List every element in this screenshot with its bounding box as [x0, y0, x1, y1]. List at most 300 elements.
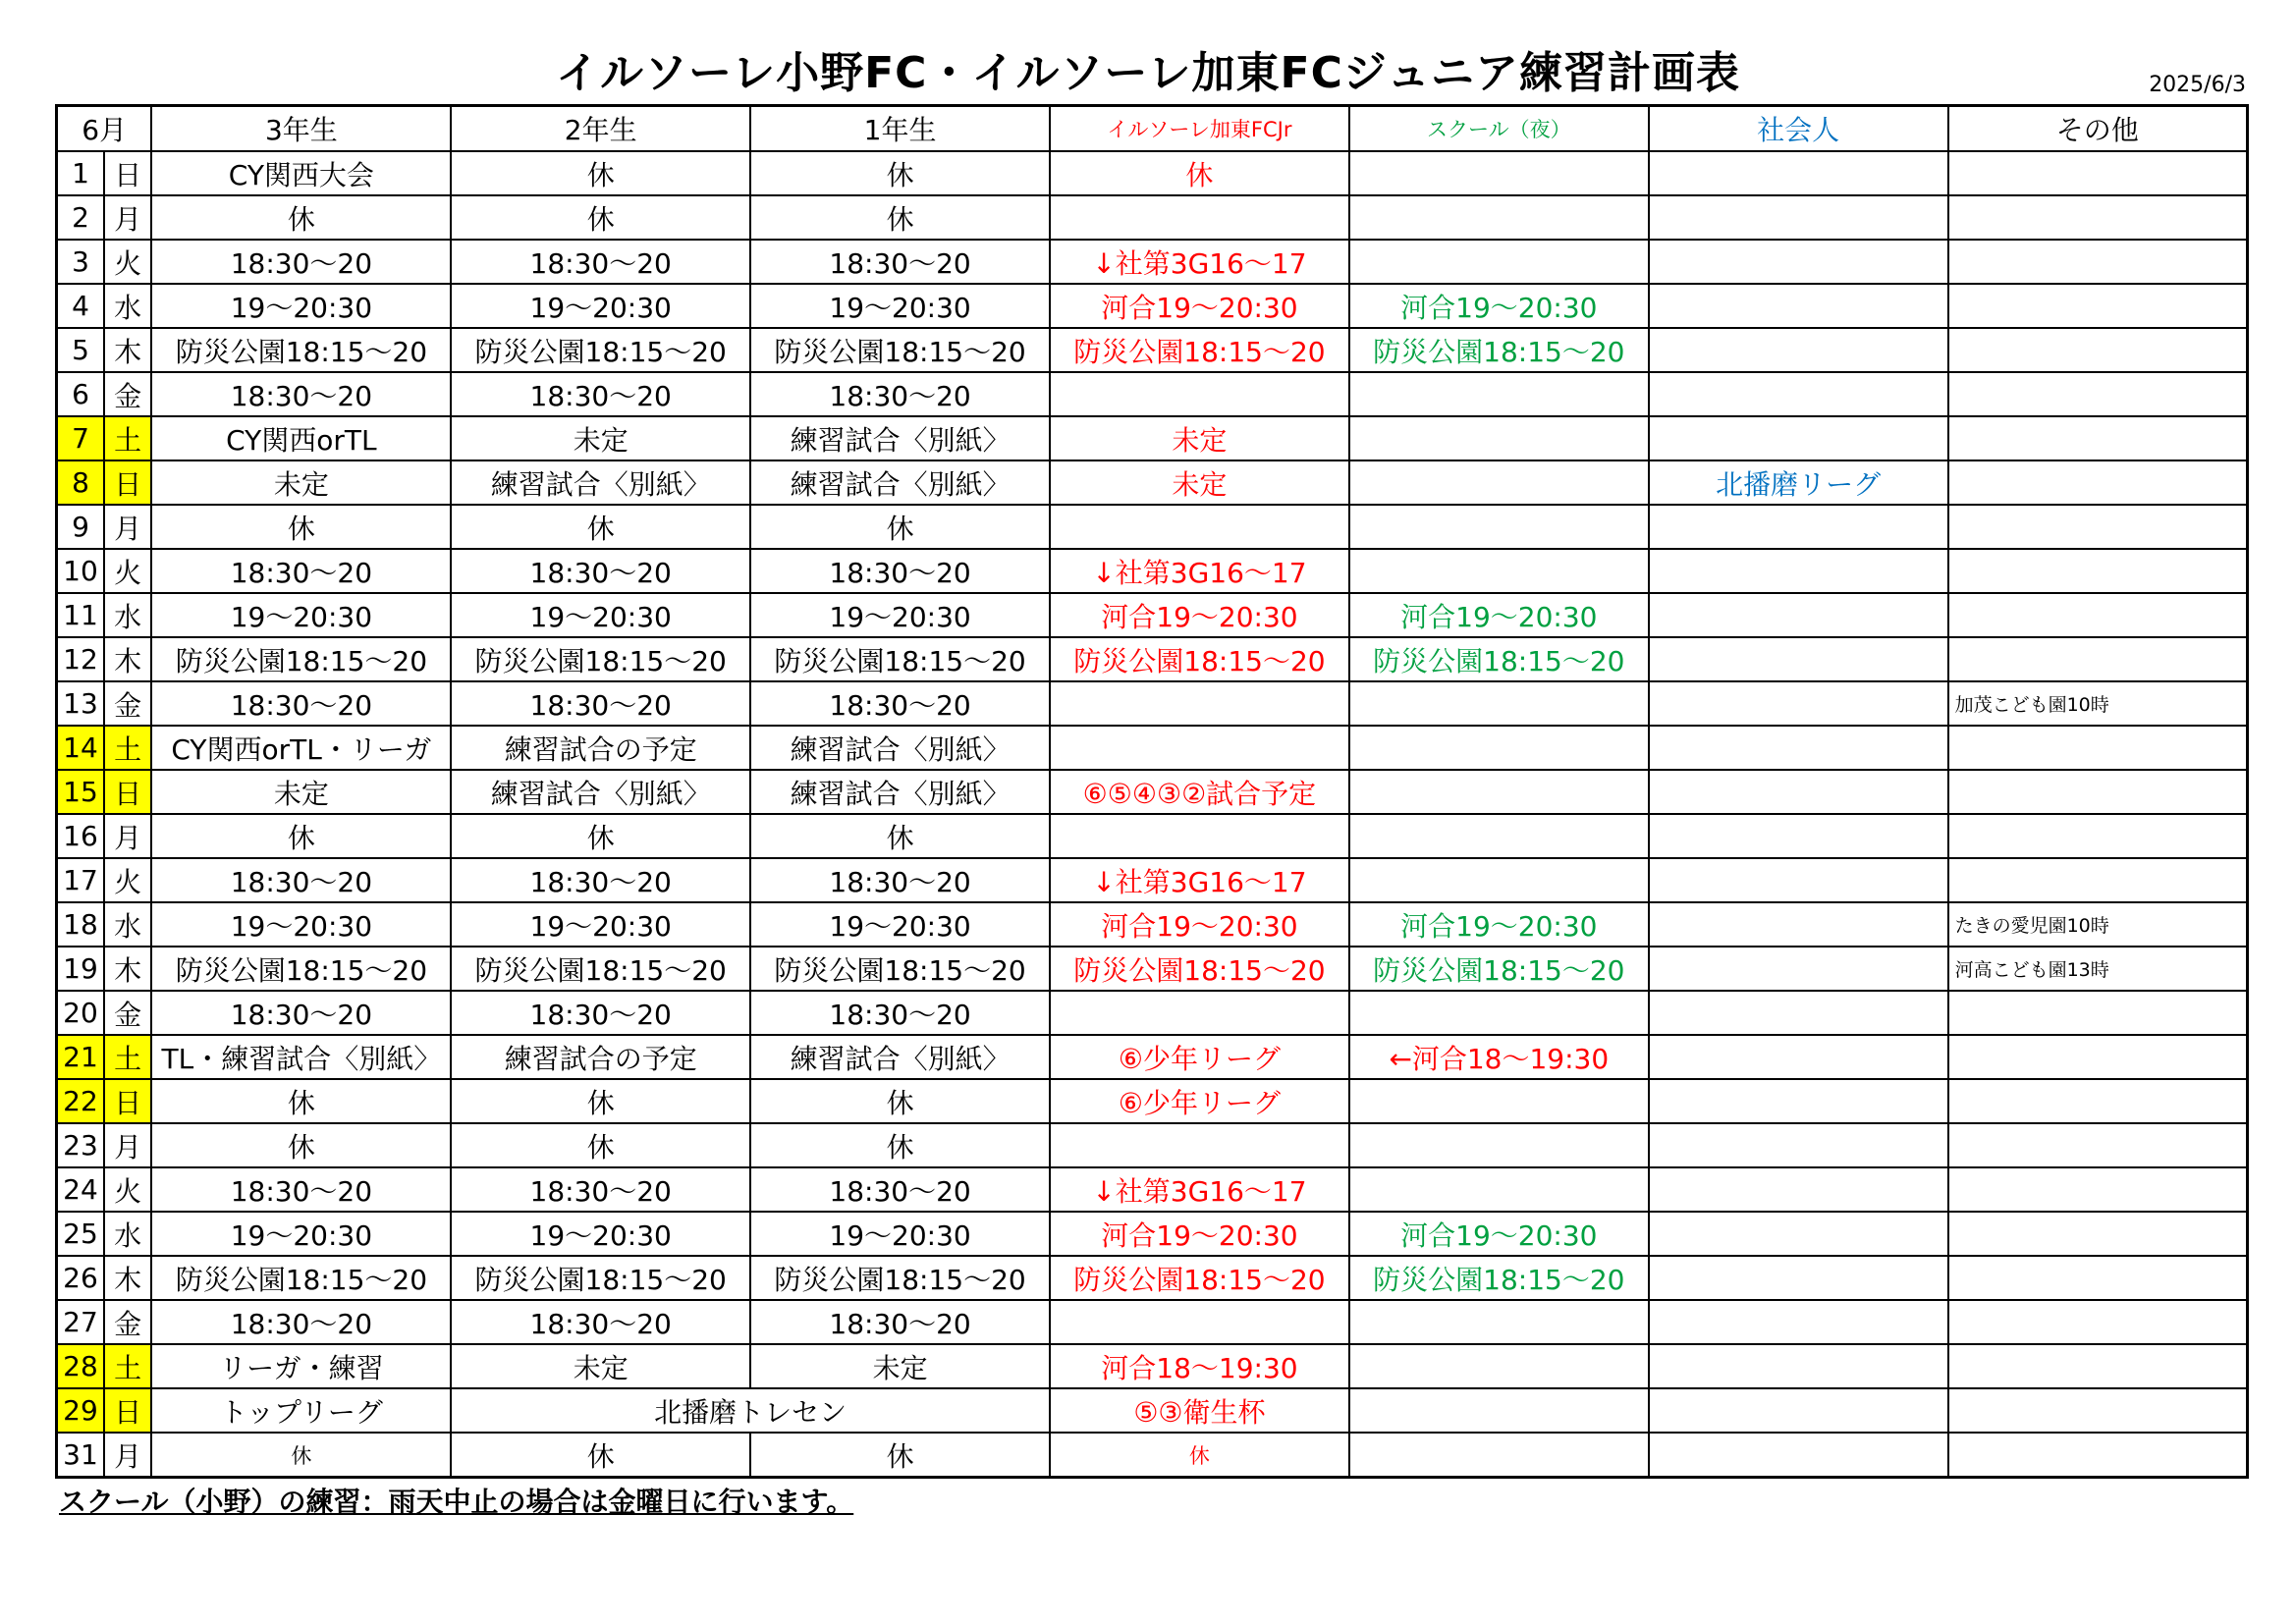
other-cell: たきの愛児園10時	[1948, 902, 2248, 947]
day-number-cell: 6	[57, 372, 104, 416]
school-night-cell	[1349, 858, 1649, 902]
day-number-cell: 13	[57, 681, 104, 726]
weekday-cell: 火	[104, 858, 151, 902]
kato-jr-cell	[1050, 1300, 1349, 1344]
day-number-cell: 2	[57, 195, 104, 240]
day-number-cell: 9	[57, 505, 104, 549]
weekday-cell: 水	[104, 284, 151, 328]
year2-cell: 休	[451, 1079, 750, 1123]
adult-cell	[1649, 681, 1948, 726]
day-number-cell: 28	[57, 1344, 104, 1388]
school-night-cell	[1349, 1388, 1649, 1433]
header-year1: 1年生	[750, 106, 1050, 152]
kato-jr-cell	[1050, 991, 1349, 1035]
other-cell	[1948, 240, 2248, 284]
day-number-cell: 18	[57, 902, 104, 947]
day-number-cell: 7	[57, 416, 104, 460]
school-night-cell: 河合19～20:30	[1349, 902, 1649, 947]
other-cell	[1948, 328, 2248, 372]
school-night-cell	[1349, 240, 1649, 284]
weekday-cell: 日	[104, 1079, 151, 1123]
year2-cell: 18:30～20	[451, 240, 750, 284]
day-number-cell: 11	[57, 593, 104, 637]
table-row	[57, 284, 2248, 328]
day-number-cell: 17	[57, 858, 104, 902]
year1-cell: 休	[750, 151, 1050, 195]
kato-jr-cell: ⑥少年リーグ	[1050, 1035, 1349, 1079]
adult-cell	[1649, 814, 1948, 858]
year3-cell: 防災公園18:15～20	[151, 637, 451, 681]
weekday-cell: 金	[104, 991, 151, 1035]
day-number-cell: 8	[57, 460, 104, 505]
other-cell	[1948, 858, 2248, 902]
table-row	[57, 1300, 2248, 1344]
day-number-cell: 15	[57, 770, 104, 814]
year3-cell: 18:30～20	[151, 549, 451, 593]
other-cell	[1948, 1300, 2248, 1344]
year1-cell: 練習試合〈別紙〉	[750, 726, 1050, 770]
weekday-cell: 水	[104, 1212, 151, 1256]
kato-jr-cell: 防災公園18:15～20	[1050, 637, 1349, 681]
table-row	[57, 1123, 2248, 1167]
weekday-cell: 土	[104, 1344, 151, 1388]
kato-jr-cell: ↓社第3G16～17	[1050, 549, 1349, 593]
weekday-cell: 月	[104, 195, 151, 240]
year1-cell: 練習試合〈別紙〉	[750, 770, 1050, 814]
table-row	[57, 195, 2248, 240]
day-number-cell: 24	[57, 1167, 104, 1212]
school-night-cell	[1349, 460, 1649, 505]
year1-cell: 休	[750, 195, 1050, 240]
table-row	[57, 1079, 2248, 1123]
kato-jr-cell: 防災公園18:15～20	[1050, 328, 1349, 372]
year3-cell: 防災公園18:15～20	[151, 1256, 451, 1300]
table-row	[57, 770, 2248, 814]
year1-cell: 休	[750, 1123, 1050, 1167]
year2-cell: 18:30～20	[451, 1167, 750, 1212]
school-night-cell	[1349, 681, 1649, 726]
year2-cell: 練習試合〈別紙〉	[451, 460, 750, 505]
weekday-cell: 火	[104, 1167, 151, 1212]
table-row	[57, 814, 2248, 858]
year3-cell: 休	[151, 505, 451, 549]
kato-jr-cell: 休	[1050, 151, 1349, 195]
year3-cell: 19～20:30	[151, 902, 451, 947]
year2-cell: 休	[451, 814, 750, 858]
day-number-cell: 29	[57, 1388, 104, 1433]
other-cell: 加茂こども園10時	[1948, 681, 2248, 726]
table-row	[57, 902, 2248, 947]
school-night-cell	[1349, 195, 1649, 240]
year1-cell: 休	[750, 1433, 1050, 1478]
schedule-table	[55, 104, 2249, 1479]
other-cell	[1948, 770, 2248, 814]
year3-cell: CY関西orTL・リーガ	[151, 726, 451, 770]
kato-jr-cell	[1050, 195, 1349, 240]
year1-cell: 18:30～20	[750, 549, 1050, 593]
school-night-cell	[1349, 549, 1649, 593]
year2-cell: 18:30～20	[451, 549, 750, 593]
school-night-cell: ←河合18～19:30	[1349, 1035, 1649, 1079]
day-number-cell: 3	[57, 240, 104, 284]
table-row	[57, 858, 2248, 902]
year3-cell: 休	[151, 1433, 451, 1478]
year3-cell: 18:30～20	[151, 372, 451, 416]
other-cell	[1948, 1123, 2248, 1167]
kato-jr-cell: 河合19～20:30	[1050, 593, 1349, 637]
adult-cell	[1649, 593, 1948, 637]
weekday-cell: 金	[104, 1300, 151, 1344]
year2-cell: 18:30～20	[451, 681, 750, 726]
weekday-cell: 木	[104, 328, 151, 372]
weekday-cell: 木	[104, 1256, 151, 1300]
year1-cell: 防災公園18:15～20	[750, 328, 1050, 372]
year2-cell: 練習試合〈別紙〉	[451, 770, 750, 814]
adult-cell	[1649, 195, 1948, 240]
kato-jr-cell	[1050, 814, 1349, 858]
day-number-cell: 25	[57, 1212, 104, 1256]
table-row	[57, 1344, 2248, 1388]
year1-cell: 休	[750, 505, 1050, 549]
weekday-cell: 水	[104, 902, 151, 947]
year1-cell: 18:30～20	[750, 991, 1050, 1035]
school-night-cell	[1349, 505, 1649, 549]
table-row	[57, 549, 2248, 593]
year1-cell: 19～20:30	[750, 902, 1050, 947]
year2-cell: 18:30～20	[451, 991, 750, 1035]
table-row	[57, 416, 2248, 460]
year3-cell: 休	[151, 1123, 451, 1167]
other-cell	[1948, 593, 2248, 637]
year3-cell: 18:30～20	[151, 681, 451, 726]
year3-cell: TL・練習試合〈別紙〉	[151, 1035, 451, 1079]
page-title: イルソーレ小野FC・イルソーレ加東FCジュニア練習計画表	[555, 48, 1741, 98]
year2-cell: 防災公園18:15～20	[451, 947, 750, 991]
table-row	[57, 240, 2248, 284]
table-row	[57, 991, 2248, 1035]
day-number-cell: 21	[57, 1035, 104, 1079]
table-row	[57, 151, 2248, 195]
school-night-cell	[1349, 1433, 1649, 1478]
school-night-cell	[1349, 1123, 1649, 1167]
kato-jr-cell: 河合18～19:30	[1050, 1344, 1349, 1388]
adult-cell	[1649, 240, 1948, 284]
year2-cell: 19～20:30	[451, 902, 750, 947]
kato-jr-cell: ⑥⑤④③②試合予定	[1050, 770, 1349, 814]
day-number-cell: 12	[57, 637, 104, 681]
school-night-cell: 防災公園18:15～20	[1349, 1256, 1649, 1300]
year2-cell: 未定	[451, 1344, 750, 1388]
header-month: 6月	[57, 106, 152, 152]
year2-cell: 防災公園18:15～20	[451, 328, 750, 372]
weekday-cell: 日	[104, 460, 151, 505]
day-number-cell: 27	[57, 1300, 104, 1344]
day-number-cell: 23	[57, 1123, 104, 1167]
other-cell	[1948, 505, 2248, 549]
table-row	[57, 372, 2248, 416]
day-number-cell: 1	[57, 151, 104, 195]
other-cell	[1948, 1433, 2248, 1478]
school-night-cell	[1349, 416, 1649, 460]
year2-cell: 18:30～20	[451, 858, 750, 902]
school-night-cell	[1349, 726, 1649, 770]
year3-cell: CY関西orTL	[151, 416, 451, 460]
table-row	[57, 505, 2248, 549]
adult-cell	[1649, 726, 1948, 770]
kato-jr-cell: ⑥少年リーグ	[1050, 1079, 1349, 1123]
day-number-cell: 4	[57, 284, 104, 328]
year2-cell: 防災公園18:15～20	[451, 637, 750, 681]
school-night-cell: 防災公園18:15～20	[1349, 947, 1649, 991]
table-row	[57, 1256, 2248, 1300]
year2-cell: 19～20:30	[451, 593, 750, 637]
day-number-cell: 10	[57, 549, 104, 593]
year3-cell: 未定	[151, 770, 451, 814]
weekday-cell: 日	[104, 770, 151, 814]
other-cell	[1948, 1167, 2248, 1212]
year1-cell: 19～20:30	[750, 1212, 1050, 1256]
year3-cell: 休	[151, 1079, 451, 1123]
day-number-cell: 5	[57, 328, 104, 372]
kato-jr-cell: 未定	[1050, 416, 1349, 460]
year1-cell: 18:30～20	[750, 372, 1050, 416]
school-night-cell	[1349, 1344, 1649, 1388]
year1-cell: 18:30～20	[750, 858, 1050, 902]
year1-cell: 19～20:30	[750, 593, 1050, 637]
adult-cell	[1649, 858, 1948, 902]
header-school-night: スクール（夜）	[1349, 106, 1649, 152]
header-other: その他	[1948, 106, 2248, 152]
header-year3: 3年生	[151, 106, 451, 152]
year3-cell: 18:30～20	[151, 240, 451, 284]
year2-cell: 休	[451, 151, 750, 195]
year1-cell: 18:30～20	[750, 240, 1050, 284]
header-year2: 2年生	[451, 106, 750, 152]
day-number-cell: 31	[57, 1433, 104, 1478]
table-row	[57, 1212, 2248, 1256]
school-night-cell: 河合19～20:30	[1349, 1212, 1649, 1256]
year2-cell: 未定	[451, 416, 750, 460]
year2-cell: 防災公園18:15～20	[451, 1256, 750, 1300]
year3-cell: 18:30～20	[151, 1167, 451, 1212]
adult-cell: 北播磨リーグ	[1649, 460, 1948, 505]
day-number-cell: 16	[57, 814, 104, 858]
school-night-cell: 防災公園18:15～20	[1349, 637, 1649, 681]
other-cell	[1948, 372, 2248, 416]
other-cell	[1948, 460, 2248, 505]
day-number-cell: 14	[57, 726, 104, 770]
year1-cell: 防災公園18:15～20	[750, 947, 1050, 991]
school-night-cell	[1349, 1079, 1649, 1123]
day-number-cell: 19	[57, 947, 104, 991]
adult-cell	[1649, 902, 1948, 947]
other-cell	[1948, 549, 2248, 593]
year1-cell: 休	[750, 814, 1050, 858]
kato-jr-cell	[1050, 681, 1349, 726]
school-night-cell: 河合19～20:30	[1349, 284, 1649, 328]
kato-jr-cell: ↓社第3G16～17	[1050, 240, 1349, 284]
school-night-cell	[1349, 1300, 1649, 1344]
other-cell	[1948, 1079, 2248, 1123]
year1-cell: 18:30～20	[750, 1167, 1050, 1212]
year1-cell: 18:30～20	[750, 1300, 1050, 1344]
kato-jr-cell: 防災公園18:15～20	[1050, 1256, 1349, 1300]
year3-cell: 19～20:30	[151, 593, 451, 637]
schedule-body	[57, 151, 2248, 1478]
adult-cell	[1649, 1433, 1948, 1478]
header-adult: 社会人	[1649, 106, 1948, 152]
year3-cell: 18:30～20	[151, 991, 451, 1035]
kato-jr-cell: 未定	[1050, 460, 1349, 505]
year1-cell: 練習試合〈別紙〉	[750, 1035, 1050, 1079]
kato-jr-cell	[1050, 372, 1349, 416]
weekday-cell: 金	[104, 372, 151, 416]
weekday-cell: 月	[104, 505, 151, 549]
year2-cell: 休	[451, 1123, 750, 1167]
kato-jr-cell: ↓社第3G16～17	[1050, 1167, 1349, 1212]
weekday-cell: 木	[104, 637, 151, 681]
year1-cell: 防災公園18:15～20	[750, 1256, 1050, 1300]
year1-cell: 防災公園18:15～20	[750, 637, 1050, 681]
adult-cell	[1649, 505, 1948, 549]
year2-cell: 休	[451, 195, 750, 240]
other-cell	[1948, 1256, 2248, 1300]
year1-cell: 18:30～20	[750, 681, 1050, 726]
school-night-cell	[1349, 770, 1649, 814]
weekday-cell: 土	[104, 1035, 151, 1079]
other-cell: 河高こども園13時	[1948, 947, 2248, 991]
other-cell	[1948, 1035, 2248, 1079]
adult-cell	[1649, 1212, 1948, 1256]
year2-cell: 19～20:30	[451, 1212, 750, 1256]
other-cell	[1948, 1388, 2248, 1433]
kato-jr-cell: 防災公園18:15～20	[1050, 947, 1349, 991]
adult-cell	[1649, 416, 1948, 460]
kato-jr-cell: ⑤③衛生杯	[1050, 1388, 1349, 1433]
year3-cell: 未定	[151, 460, 451, 505]
kato-jr-cell	[1050, 726, 1349, 770]
weekday-cell: 火	[104, 549, 151, 593]
kato-jr-cell: 休	[1050, 1433, 1349, 1478]
other-cell	[1948, 1212, 2248, 1256]
year3-cell: 19～20:30	[151, 1212, 451, 1256]
table-row	[57, 1035, 2248, 1079]
year1-cell: 休	[750, 1079, 1050, 1123]
year1-cell: 練習試合〈別紙〉	[750, 460, 1050, 505]
adult-cell	[1649, 1256, 1948, 1300]
other-cell	[1948, 726, 2248, 770]
table-row	[57, 681, 2248, 726]
school-night-cell	[1349, 372, 1649, 416]
other-cell	[1948, 284, 2248, 328]
other-cell	[1948, 991, 2248, 1035]
kato-jr-cell	[1050, 1123, 1349, 1167]
adult-cell	[1649, 637, 1948, 681]
table-row	[57, 947, 2248, 991]
year2-cell: 練習試合の予定	[451, 1035, 750, 1079]
weekday-cell: 土	[104, 416, 151, 460]
table-row	[57, 1388, 2248, 1433]
year1-cell: 練習試合〈別紙〉	[750, 416, 1050, 460]
adult-cell	[1649, 991, 1948, 1035]
year3-cell: リーガ・練習	[151, 1344, 451, 1388]
year2-cell: 練習試合の予定	[451, 726, 750, 770]
school-night-cell	[1349, 991, 1649, 1035]
year3-cell: 18:30～20	[151, 858, 451, 902]
year3-cell: 19～20:30	[151, 284, 451, 328]
year2-cell: 19～20:30	[451, 284, 750, 328]
school-night-cell	[1349, 1167, 1649, 1212]
year2-year1-cell: 北播磨トレセン	[451, 1388, 1050, 1433]
school-night-cell	[1349, 151, 1649, 195]
adult-cell	[1649, 549, 1948, 593]
day-number-cell: 22	[57, 1079, 104, 1123]
year1-cell: 未定	[750, 1344, 1050, 1388]
header-row	[57, 106, 2248, 152]
weekday-cell: 木	[104, 947, 151, 991]
adult-cell	[1649, 1300, 1948, 1344]
year2-cell: 18:30～20	[451, 372, 750, 416]
school-night-cell: 河合19～20:30	[1349, 593, 1649, 637]
adult-cell	[1649, 151, 1948, 195]
year3-cell: 防災公園18:15～20	[151, 328, 451, 372]
kato-jr-cell: ↓社第3G16～17	[1050, 858, 1349, 902]
weekday-cell: 金	[104, 681, 151, 726]
day-number-cell: 20	[57, 991, 104, 1035]
adult-cell	[1649, 1123, 1948, 1167]
footer-note: スクール（小野）の練習：雨天中止の場合は金曜日に行います。	[59, 1486, 854, 1518]
day-number-cell: 26	[57, 1256, 104, 1300]
table-row	[57, 637, 2248, 681]
adult-cell	[1649, 328, 1948, 372]
weekday-cell: 水	[104, 593, 151, 637]
adult-cell	[1649, 1079, 1948, 1123]
year2-cell: 休	[451, 1433, 750, 1478]
year3-cell: CY関西大会	[151, 151, 451, 195]
weekday-cell: 日	[104, 151, 151, 195]
table-row	[57, 593, 2248, 637]
year3-cell: 防災公園18:15～20	[151, 947, 451, 991]
other-cell	[1948, 637, 2248, 681]
weekday-cell: 火	[104, 240, 151, 284]
other-cell	[1948, 1344, 2248, 1388]
year3-cell: 休	[151, 195, 451, 240]
year1-cell: 19～20:30	[750, 284, 1050, 328]
adult-cell	[1649, 1035, 1948, 1079]
table-row	[57, 460, 2248, 505]
weekday-cell: 月	[104, 814, 151, 858]
table-row	[57, 1167, 2248, 1212]
weekday-cell: 月	[104, 1123, 151, 1167]
other-cell	[1948, 195, 2248, 240]
adult-cell	[1649, 1344, 1948, 1388]
kato-jr-cell: 河合19～20:30	[1050, 284, 1349, 328]
other-cell	[1948, 416, 2248, 460]
weekday-cell: 月	[104, 1433, 151, 1478]
header-kato-jr: イルソーレ加東FCJr	[1050, 106, 1349, 152]
weekday-cell: 日	[104, 1388, 151, 1433]
other-cell	[1948, 151, 2248, 195]
school-night-cell	[1349, 814, 1649, 858]
document-date: 2025/6/3	[2149, 73, 2246, 97]
year3-cell: 休	[151, 814, 451, 858]
other-cell	[1948, 814, 2248, 858]
adult-cell	[1649, 1388, 1948, 1433]
kato-jr-cell: 河合19～20:30	[1050, 1212, 1349, 1256]
adult-cell	[1649, 284, 1948, 328]
table-row	[57, 1433, 2248, 1478]
year3-cell: トップリーグ	[151, 1388, 451, 1433]
